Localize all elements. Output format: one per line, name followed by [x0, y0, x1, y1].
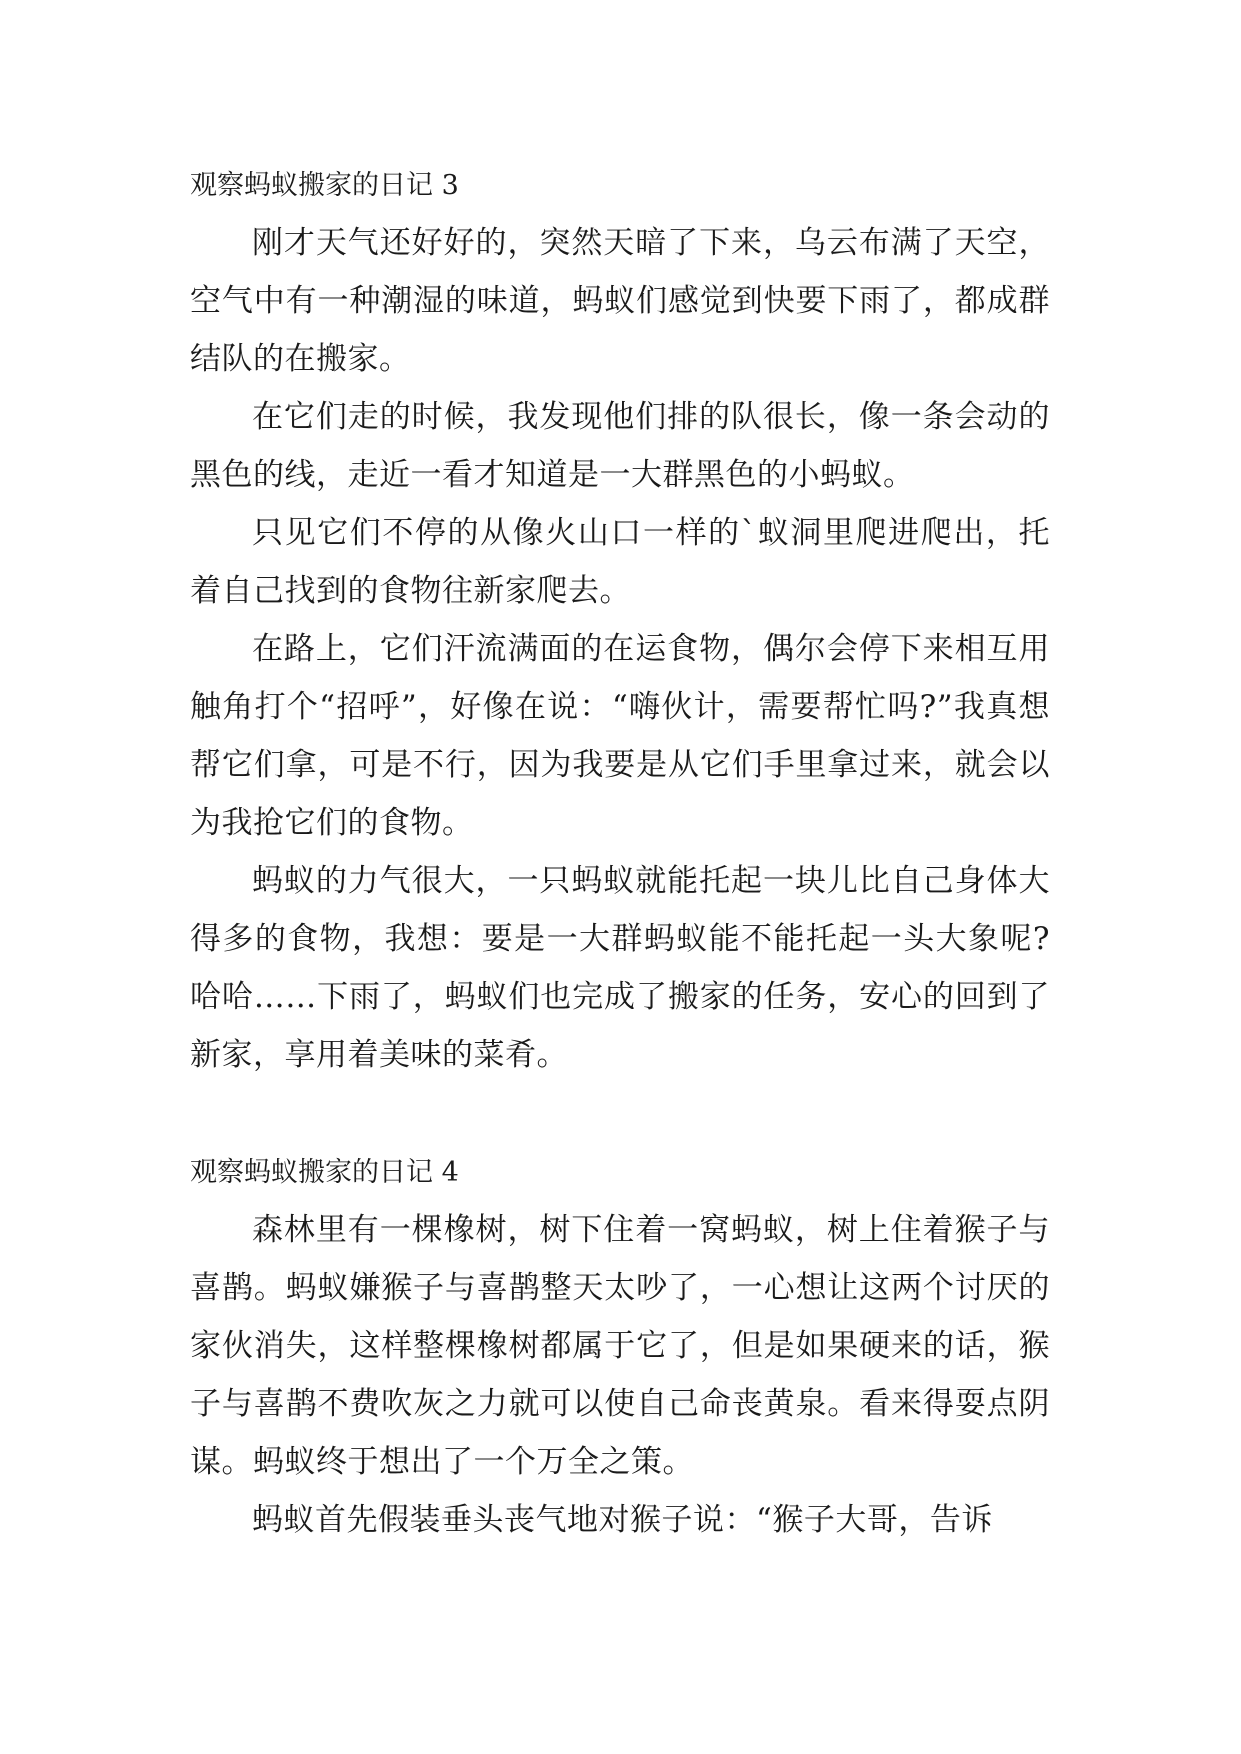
paragraph: 刚才天气还好好的，突然天暗了下来，乌云布满了天空，空气中有一种潮湿的味道，蚂蚁们感觉到快要下雨了，都成群结队的在搬家。	[190, 225, 1050, 377]
paragraph: 只见它们不停的从像火山口一样的`蚁洞里爬进爬出，托着自己找到的食物往新家爬去。	[190, 515, 1050, 609]
paragraph: 森林里有一棵橡树，树下住着一窝蚂蚁，树上住着猴子与喜鹊。蚂蚁嫌猴子与喜鹊整天太吵了，一心想让这两个讨厌的家伙消失，这样整棵橡树都属于它了，但是如果硬来的话，猴子与喜鹊不费吹灰之力就可以使自己命丧黄泉。看来得耍点阴谋。蚂蚁终于想出了一个万全之策。	[190, 1212, 1050, 1480]
paragraph: 蚂蚁的力气很大，一只蚂蚁就能托起一块儿比自己身体大得多的食物，我想：要是一大群蚂蚁能不能托起一头大象呢?哈哈……下雨了，蚂蚁们也完成了搬家的任务，安心的回到了新家，享用着美味的菜肴。	[190, 863, 1050, 1073]
diary-entry-4	[190, 1145, 1050, 1549]
paragraph: 在它们走的时候，我发现他们排的队很长，像一条会动的黑色的线，走近一看才知道是一大群黑色的小蚂蚁。	[190, 399, 1050, 493]
paragraph: 蚂蚁首先假装垂头丧气地对猴子说：“猴子大哥，告诉	[252, 1502, 993, 1538]
entry-title: 观察蚂蚁搬家的日记 4	[190, 1157, 459, 1188]
diary-entry-3	[190, 158, 1050, 1084]
paragraph: 在路上，它们汗流满面的在运食物，偶尔会停下来相互用触角打个“招呼”，好像在说：“嗨伙计，需要帮忙吗?”我真想帮它们拿，可是不行，因为我要是从它们手里拿过来，就会以为我抢它们的食物。	[190, 631, 1050, 841]
entry-title: 观察蚂蚁搬家的日记 3	[190, 170, 459, 201]
